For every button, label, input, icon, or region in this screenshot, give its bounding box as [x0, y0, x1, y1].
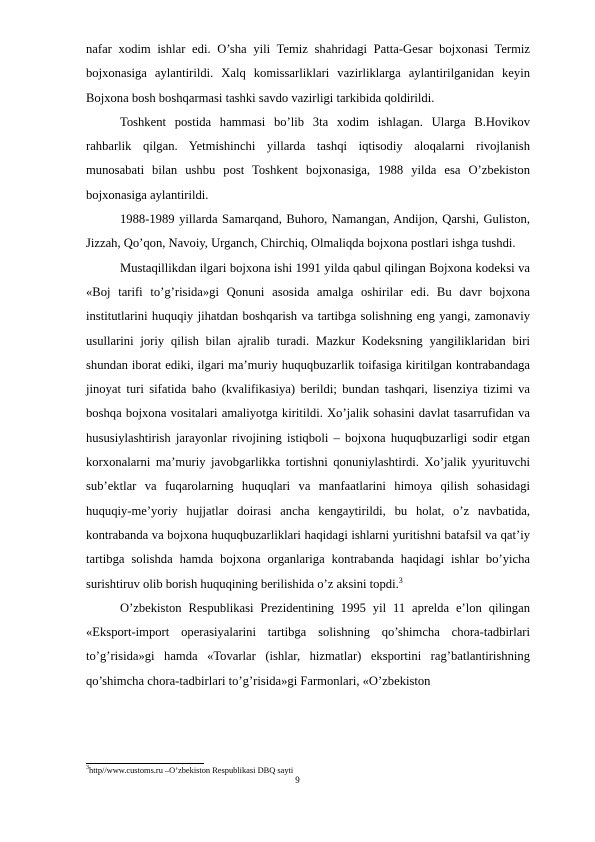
footnote-reference[interactable]: 3 [398, 575, 403, 585]
paragraph-3: 1988-1989 yillarda Samarqand, Buhoro, Namangan, Andijon, Qarshi, Guliston, Jizzah, Qo’qon, Navoiy, Urganch, Chirchiq, Olmaliqda bojxona postlari ishga tushdi. [86, 212, 530, 251]
paragraph-2: Toshkent postida hammasi bo’lib 3ta xodim ishlagan. Ularga B.Hovikov rahbarlik qilgan. Yetmishinchi yillarda tashqi iqtisodiy aloqalarni rivojlanish munosabati bilan ushbu post Toshkent bojxonasiga, 1988 yilda esa O’zbekiston bojxonasiga aylantirildi. [86, 114, 530, 202]
paragraph-5: O’zbekiston Respublikasi Prezidentining 1995 yil 11 aprelda e’lon qilingan «Eksport-import operasiyalarini tartibga solishning qo’shimcha chora-tadbirlari to’g’risida»gi hamda «Tovarlar (ishlar, hizmatlar) eksportini rag’batlantirishning qo’shimcha chora-tadbirlari to’g’risida»gi Farmonlari, «O’zbekiston [86, 600, 530, 688]
paragraph-4 [86, 256, 530, 596]
footnote-text: http//www.customs.ru –O’zbekiston Respublikasi DBQ sayti [89, 766, 294, 775]
footnote-marker: 3 [86, 765, 89, 772]
paragraph-1: nafar xodim ishlar edi. O’sha yili Temiz shahridagi Patta-Gesar bojxonasi Termiz bojxonasiga aylantirildi. Xalq komissarliklari vazirliklarga aylantirilganidan keyin Bojxona bosh boshqarmasi tashki savdo vazirligi tarkibida qoldirildi. [86, 42, 530, 105]
footnote-divider [86, 763, 204, 764]
body-text [86, 37, 530, 693]
page-number: 9 [295, 775, 300, 785]
paragraph-4-text: Mustaqillikdan ilgari bojxona ishi 1991 yilda qabul qilingan Bojxona kodeksi va «Boj tarifi to’g’risida»gi Qonuni asosida amalga oshirilar edi. Bu davr bojxona institutlarini huquqiy jihatdan boshqarish va tartibga solishning eng yangi, zamonaviy usullarini joriy qilish bilan ajralib turadi. Mazkur Kodeksning yangiliklaridan biri shundan iborat ediki, ilgari ma’muriy huquqbuzarlik toifasiga kiritilgan kontrabandaga jinoyat turi sifatida baho (kvalifikasiya) berildi; bundan tashqari, lisenziya tizimi va boshqa bojxona vositalari amaliyotga kiritildi. Xo’jalik sohasini davlat tasarrufidan va hususiylashtirish jarayonlar rivojining istiqboli – bojxona huquqbuzarligi sodir etgan korxonalarni ma’muriy javobgarlikka tortishni qonuniylashtirdi. Xo’jalik yyurituvchi sub’ektlar va fuqarolarning huquqlari va manfaatlarini himoya qilish sohasidagi huquqiy-me’yoriy hujjatlar doirasi ancha kengaytirildi, bu holat, o’z navbatida, kontrabanda va bojxona huquqbuzarliklari haqidagi ishlarni yuritishni batafsil va qat’iy tartibga solishda hamda bojxona organlariga kontrabanda haqidagi ishlar bo’yicha surishtiruv olib borish huquqining berilishida o’z aksini topdi. [86, 260, 530, 591]
